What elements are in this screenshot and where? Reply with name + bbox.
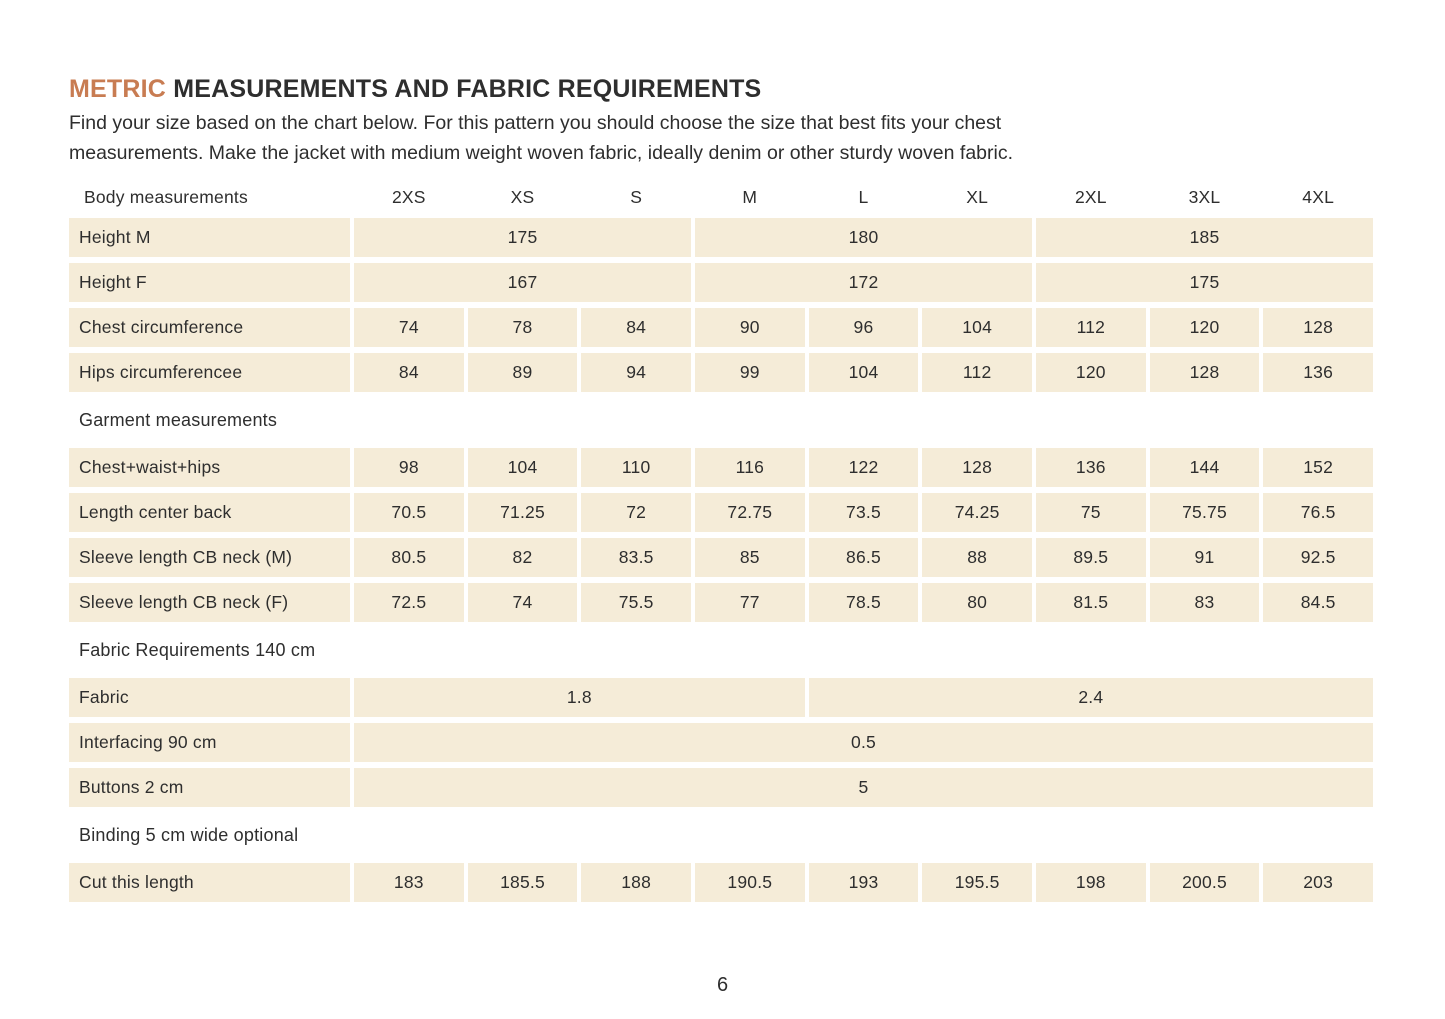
value-cell: 82 [468, 538, 578, 577]
value-cell: 83 [1150, 583, 1260, 622]
size-column-header: 2XL [1074, 186, 1107, 207]
size-table [69, 182, 1373, 902]
value-cell: 83.5 [581, 538, 691, 577]
value-cell: 77 [695, 583, 805, 622]
value-cell: 80 [922, 583, 1032, 622]
value-cell: 71.25 [468, 493, 578, 532]
value-cell: 136 [1263, 353, 1373, 392]
size-column-header: M [742, 186, 758, 207]
value-cell: 198 [1036, 863, 1146, 902]
value-cell: 122 [809, 448, 919, 487]
table-row [69, 263, 1373, 302]
value-cell: 2.4 [809, 678, 1373, 717]
value-cell: 195.5 [922, 863, 1032, 902]
table-row [69, 723, 1373, 762]
value-cell: 185.5 [468, 863, 578, 902]
size-column-header: 4XL [1302, 186, 1335, 207]
table-row [69, 493, 1373, 532]
value-cell: 72.75 [695, 493, 805, 532]
value-cell: 72.5 [354, 583, 464, 622]
table-row [69, 583, 1373, 622]
value-cell: 128 [1150, 353, 1260, 392]
value-cell: 75.75 [1150, 493, 1260, 532]
row-label: Buttons 2 cm [69, 768, 350, 807]
row-label: Sleeve length CB neck (M) [69, 538, 350, 577]
value-cell: 120 [1036, 353, 1146, 392]
value-cell: 74 [354, 308, 464, 347]
value-cell: 128 [922, 448, 1032, 487]
intro-paragraph [69, 108, 1373, 168]
size-column-header: XL [966, 186, 989, 207]
value-cell: 91 [1150, 538, 1260, 577]
value-cell: 74 [468, 583, 578, 622]
table-row [69, 448, 1373, 487]
value-cell: 167 [354, 263, 691, 302]
value-cell: 86.5 [809, 538, 919, 577]
value-cell: 112 [1036, 308, 1146, 347]
value-cell: 175 [354, 218, 691, 257]
value-cell: 120 [1150, 308, 1260, 347]
title-rest: MEASUREMENTS AND FABRIC REQUIREMENTS [173, 75, 762, 103]
section-header: Binding 5 cm wide optional [79, 824, 299, 845]
value-cell: 72 [581, 493, 691, 532]
value-cell: 0.5 [354, 723, 1373, 762]
value-cell: 89 [468, 353, 578, 392]
value-cell: 73.5 [809, 493, 919, 532]
value-cell: 81.5 [1036, 583, 1146, 622]
value-cell: 98 [354, 448, 464, 487]
value-cell: 190.5 [695, 863, 805, 902]
row-label: Length center back [69, 493, 350, 532]
value-cell: 116 [695, 448, 805, 487]
title-highlight: METRIC [69, 75, 167, 103]
value-cell: 96 [809, 308, 919, 347]
value-cell: 74.25 [922, 493, 1032, 532]
value-cell: 112 [922, 353, 1032, 392]
value-cell: 1.8 [354, 678, 805, 717]
table-row [69, 538, 1373, 577]
value-cell: 78.5 [809, 583, 919, 622]
value-cell: 104 [922, 308, 1032, 347]
value-cell: 110 [581, 448, 691, 487]
row-label: Cut this length [69, 863, 350, 902]
row-label: Height F [69, 263, 350, 302]
size-table-body [69, 218, 1373, 902]
table-row [69, 768, 1373, 807]
value-cell: 80.5 [354, 538, 464, 577]
value-cell: 92.5 [1263, 538, 1373, 577]
row-label: Hips circumferencee [69, 353, 350, 392]
row-label: Height M [69, 218, 350, 257]
value-cell: 185 [1036, 218, 1373, 257]
value-cell: 75 [1036, 493, 1146, 532]
table-row [69, 353, 1373, 392]
value-cell: 78 [468, 308, 578, 347]
value-cell: 75.5 [581, 583, 691, 622]
value-cell: 104 [468, 448, 578, 487]
value-cell: 193 [809, 863, 919, 902]
value-cell: 89.5 [1036, 538, 1146, 577]
value-cell: 94 [581, 353, 691, 392]
size-column-header: XS [510, 186, 535, 207]
row-label: Chest+waist+hips [69, 448, 350, 487]
value-cell: 144 [1150, 448, 1260, 487]
table-header-label: Body measurements [84, 186, 248, 207]
row-label: Interfacing 90 cm [69, 723, 350, 762]
value-cell: 200.5 [1150, 863, 1260, 902]
row-label: Fabric [69, 678, 350, 717]
value-cell: 203 [1263, 863, 1373, 902]
table-row [69, 678, 1373, 717]
section-header: Fabric Requirements 140 cm [79, 639, 316, 660]
value-cell: 128 [1263, 308, 1373, 347]
table-row [69, 308, 1373, 347]
value-cell: 84 [354, 353, 464, 392]
value-cell: 175 [1036, 263, 1373, 302]
value-cell: 152 [1263, 448, 1373, 487]
intro-line-1: Find your size based on the chart below. For this pattern you should choose the size that best fits your chest [69, 112, 1002, 134]
table-row [69, 218, 1373, 257]
value-cell: 99 [695, 353, 805, 392]
size-column-header: 3XL [1188, 186, 1221, 207]
page-title [69, 74, 1373, 104]
value-cell: 84 [581, 308, 691, 347]
size-column-header: 2XS [391, 186, 426, 207]
size-column-header: L [858, 186, 869, 207]
table-header-row [69, 182, 1373, 212]
value-cell: 136 [1036, 448, 1146, 487]
row-label: Chest circumference [69, 308, 350, 347]
value-cell: 188 [581, 863, 691, 902]
row-label: Sleeve length CB neck (F) [69, 583, 350, 622]
value-cell: 76.5 [1263, 493, 1373, 532]
value-cell: 180 [695, 218, 1032, 257]
value-cell: 172 [695, 263, 1032, 302]
value-cell: 88 [922, 538, 1032, 577]
section-header: Garment measurements [79, 409, 278, 430]
value-cell: 85 [695, 538, 805, 577]
value-cell: 70.5 [354, 493, 464, 532]
value-cell: 104 [809, 353, 919, 392]
value-cell: 183 [354, 863, 464, 902]
size-column-header: S [630, 186, 643, 207]
intro-line-2: measurements. Make the jacket with medium weight woven fabric, ideally denim or other sturdy woven fabric. [69, 142, 1013, 164]
value-cell: 90 [695, 308, 805, 347]
table-row [69, 863, 1373, 902]
page-content [69, 74, 1373, 908]
value-cell: 84.5 [1263, 583, 1373, 622]
page-number: 6 [716, 974, 729, 996]
value-cell: 5 [354, 768, 1373, 807]
